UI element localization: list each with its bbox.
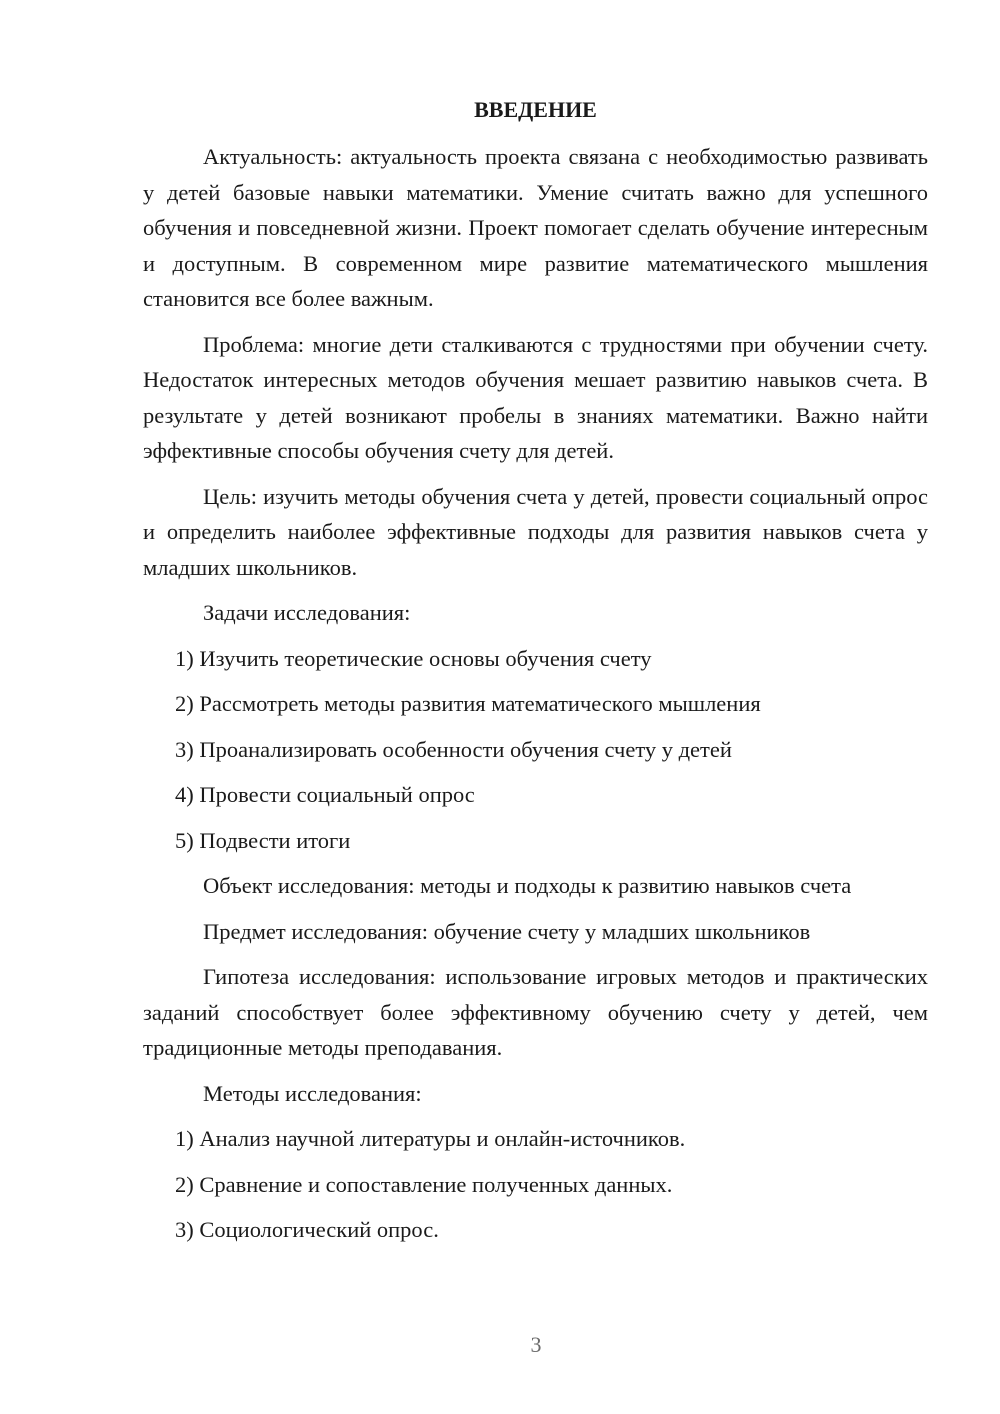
task-item-2: 2) Рассмотреть методы развития математического мышления (175, 691, 761, 716)
page-title: ВВЕДЕНИЕ (474, 97, 597, 122)
task-item-4: 4) Провести социальный опрос (175, 782, 475, 807)
methods-heading: Методы исследования: (203, 1080, 422, 1106)
page-number: 3 (530, 1332, 542, 1357)
goal-paragraph: Цель: изучить методы обучения счета у детей, провести социальный опрос и определить наиболее эффективные подходы для развития навыков счета у младших школьников. (143, 483, 928, 580)
problem-paragraph: Проблема: многие дети сталкиваются с трудностями при обучении счету. Недостаток интересных методов обучения мешает развитию навыков счета. В результате у детей возникают пробелы в знаниях математики. Важно найти эффективные способы обучения счету для детей. (143, 331, 928, 463)
hypothesis-paragraph: Гипотеза исследования: использование игровых методов и практических заданий способствует более эффективному обучению счету у детей, чем традиционные методы преподавания. (143, 964, 928, 1060)
tasks-heading: Задачи исследования: (203, 600, 411, 625)
task-item-1: 1) Изучить теоретические основы обучения счету (175, 645, 652, 671)
document-page (143, 95, 928, 1258)
method-item-3: 3) Социологический опрос. (175, 1217, 439, 1242)
method-item-1: 1) Анализ научной литературы и онлайн-источников. (175, 1126, 686, 1151)
research-subject: Предмет исследования: обучение счету у младших школьников (203, 918, 811, 944)
task-item-3: 3) Проанализировать особенности обучения счету у детей (175, 736, 732, 762)
task-item-5: 5) Подвести итоги (175, 827, 351, 853)
method-item-2: 2) Сравнение и сопоставление полученных данных. (175, 1171, 673, 1197)
relevance-paragraph: Актуальность: актуальность проекта связана с необходимостью развивать у детей базовые навыки математики. Умение считать важно для успешного обучения и повседневной жизни. Проект помогает сделать обучение интересным и доступным. В современном мире развитие математического мышления становится все более важным. (143, 144, 928, 311)
research-object: Объект исследования: методы и подходы к развитию навыков счета (203, 873, 852, 898)
